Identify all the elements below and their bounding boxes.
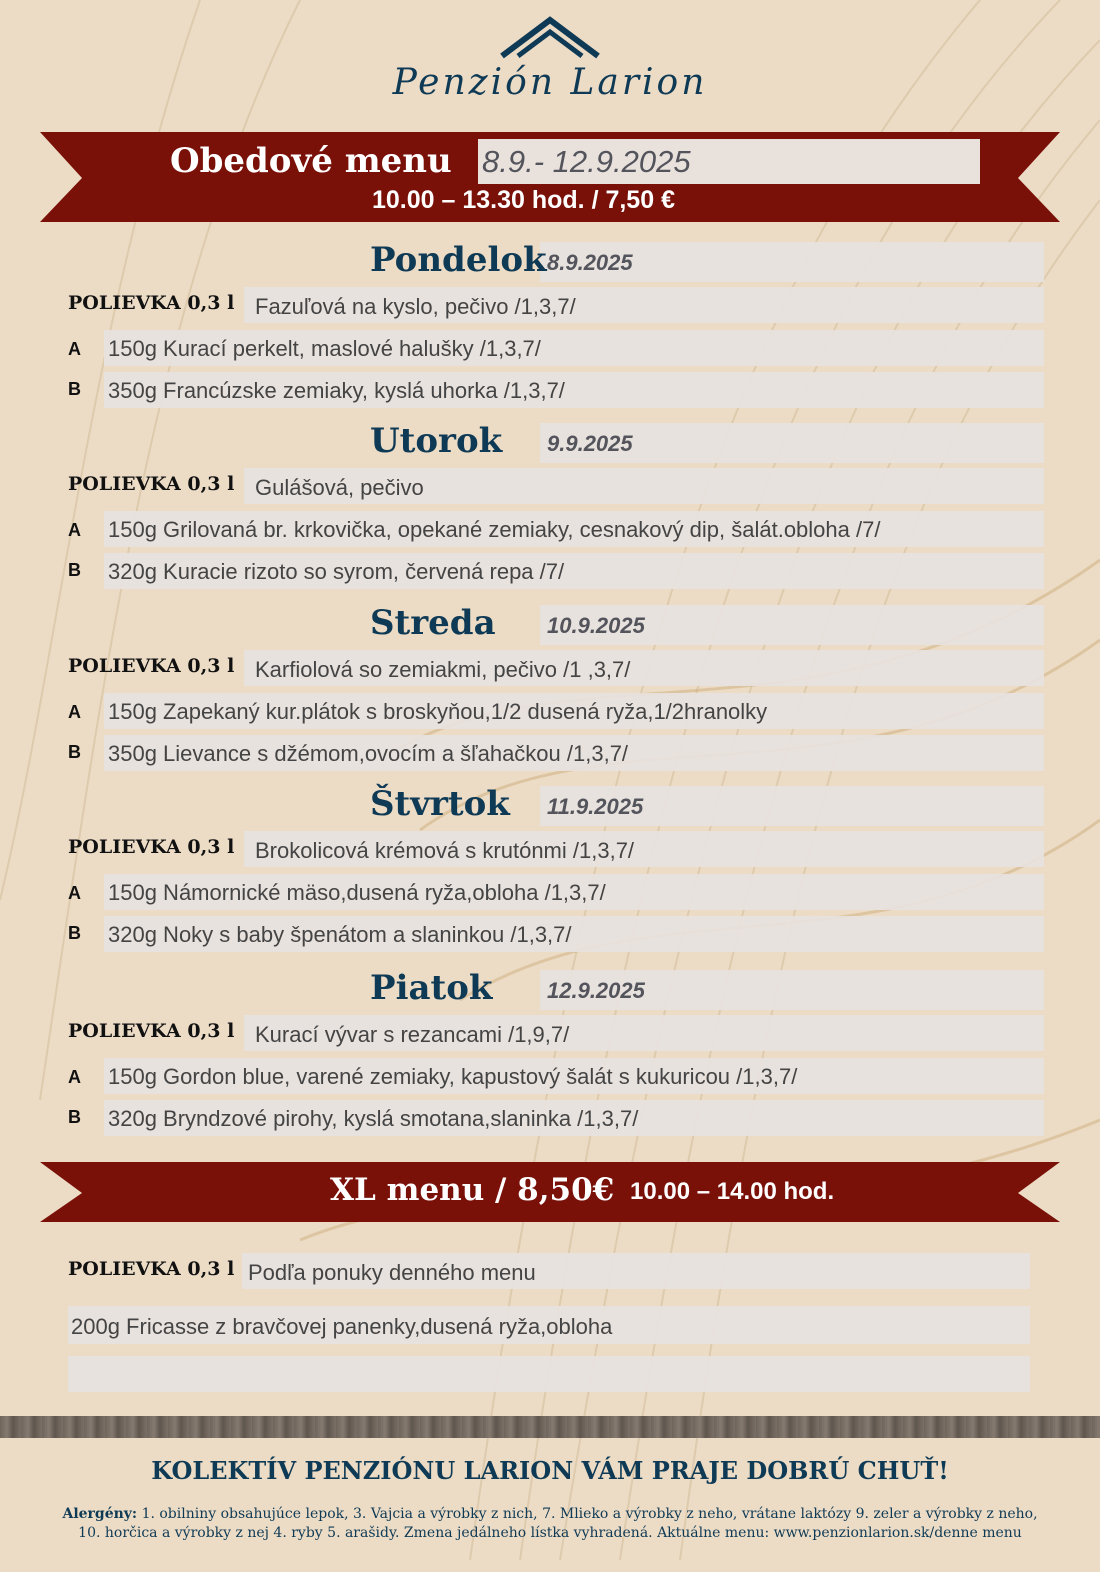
menu-b-label: B: [68, 379, 81, 399]
soup-dish: Karfiolová so zemiakmi, pečivo /1 ,3,7/: [255, 657, 631, 682]
menu-b-dish: 350g Lievance s džémom,ovocím a šľahačkou /1,3,7/: [108, 741, 629, 766]
soup-dish: Brokolicová krémová s krutónmi /1,3,7/: [255, 838, 635, 863]
soup-label: POLIEVKA 0,3 l: [68, 473, 235, 495]
soup-dish: Gulášová, pečivo: [255, 475, 424, 500]
day-name: Štvrtok: [370, 784, 510, 824]
day-date: 10.9.2025: [547, 613, 645, 638]
menu-b-label: B: [68, 1107, 81, 1127]
day-date: 11.9.2025: [547, 794, 644, 819]
soup-label: POLIEVKA 0,3 l: [68, 836, 235, 858]
menu-a-dish: 150g Námornické mäso,dusená ryža,obloha /1,3,7/: [108, 880, 606, 905]
menu-a-label: A: [68, 883, 81, 903]
menu-b-dish: 320g Kuracie rizoto so syrom, červená repa /7/: [108, 559, 565, 584]
xl-soup: Podľa ponuky denného menu: [248, 1260, 536, 1285]
menu-a-dish: 150g Zapekaný kur.plátok s broskyňou,1/2 dusená ryža,1/2hranolky: [108, 699, 768, 724]
menu-a-dish: 150g Grilovaná br. krkovička, opekané zemiaky, cesnakový dip, šalát.obloha /7/: [108, 517, 881, 542]
soup-label: POLIEVKA 0,3 l: [68, 292, 235, 314]
menu-b-dish: 320g Noky s baby špenátom a slaninkou /1,3,7/: [108, 922, 572, 947]
menu-a-label: A: [68, 520, 81, 540]
menu-a-label: A: [68, 1067, 81, 1087]
xl-hours: 10.00 – 14.00 hod.: [630, 1178, 835, 1205]
day-date: 12.9.2025: [547, 978, 645, 1003]
xl-title: XL menu / 8,50€: [330, 1172, 615, 1208]
soup-label: POLIEVKA 0,3 l: [68, 655, 235, 677]
menu-b-dish: 350g Francúzske zemiaky, kyslá uhorka /1,3,7/: [108, 378, 565, 403]
day-name: Piatok: [370, 968, 493, 1008]
menu-b-label: B: [68, 923, 81, 943]
wood-strip: [0, 1416, 1100, 1438]
menu-a-label: A: [68, 702, 81, 722]
week-date-range: 8.9.- 12.9.2025: [478, 139, 980, 184]
soup-dish: Fazuľová na kyslo, pečivo /1,3,7/: [255, 294, 576, 319]
menu-b-dish: 320g Bryndzové pirohy, kyslá smotana,slaninka /1,3,7/: [108, 1106, 639, 1131]
hours-price: 10.00 – 13.30 hod. / 7,50 €: [372, 186, 675, 214]
soup-label: POLIEVKA 0,3 l: [68, 1020, 235, 1042]
xl-extra-band: [68, 1356, 1030, 1392]
menu-a-label: A: [68, 339, 81, 359]
allergens-line-2: 10. horčica a výrobky z nej 4. ryby 5. arašidy. Zmena jedálneho lístka vyhradená. Aktuálne menu: www.penzionlarion.sk/denne menu: [78, 1525, 1022, 1541]
allergens-line-1: 1. obilniny obsahujúce lepok, 3. Vajcia a výrobky z nich, 7. Mlieko a výrobky z neho, vrátane laktózy 9. zeler a výrobky z neho,: [141, 1506, 1038, 1522]
day-name: Utorok: [370, 421, 503, 461]
day-date: 9.9.2025: [547, 431, 633, 456]
allergens-note: [40, 1505, 1060, 1543]
menu-b-label: B: [68, 742, 81, 762]
footer-slogan: KOLEKTÍV PENZIÓNU LARION VÁM PRAJE DOBRÚ CHUŤ!: [151, 1456, 949, 1485]
xl-main-dish: 200g Fricasse z bravčovej panenky,dusená ryža,obloha: [71, 1314, 613, 1339]
allergens-label: Alergény:: [62, 1506, 138, 1522]
day-date: 8.9.2025: [547, 250, 633, 275]
menu-title: Obedové menu: [170, 141, 452, 181]
brand-name: Penzión Larion: [392, 62, 708, 103]
soup-dish: Kurací vývar s rezancami /1,9,7/: [255, 1022, 570, 1047]
xl-soup-label: POLIEVKA 0,3 l: [68, 1258, 235, 1280]
day-name: Streda: [370, 603, 496, 643]
menu-a-dish: 150g Gordon blue, varené zemiaky, kapustový šalát s kukuricou /1,3,7/: [108, 1064, 798, 1089]
menu-a-dish: 150g Kurací perkelt, maslové halušky /1,3,7/: [108, 336, 541, 361]
day-name: Pondelok: [370, 240, 547, 280]
menu-b-label: B: [68, 560, 81, 580]
